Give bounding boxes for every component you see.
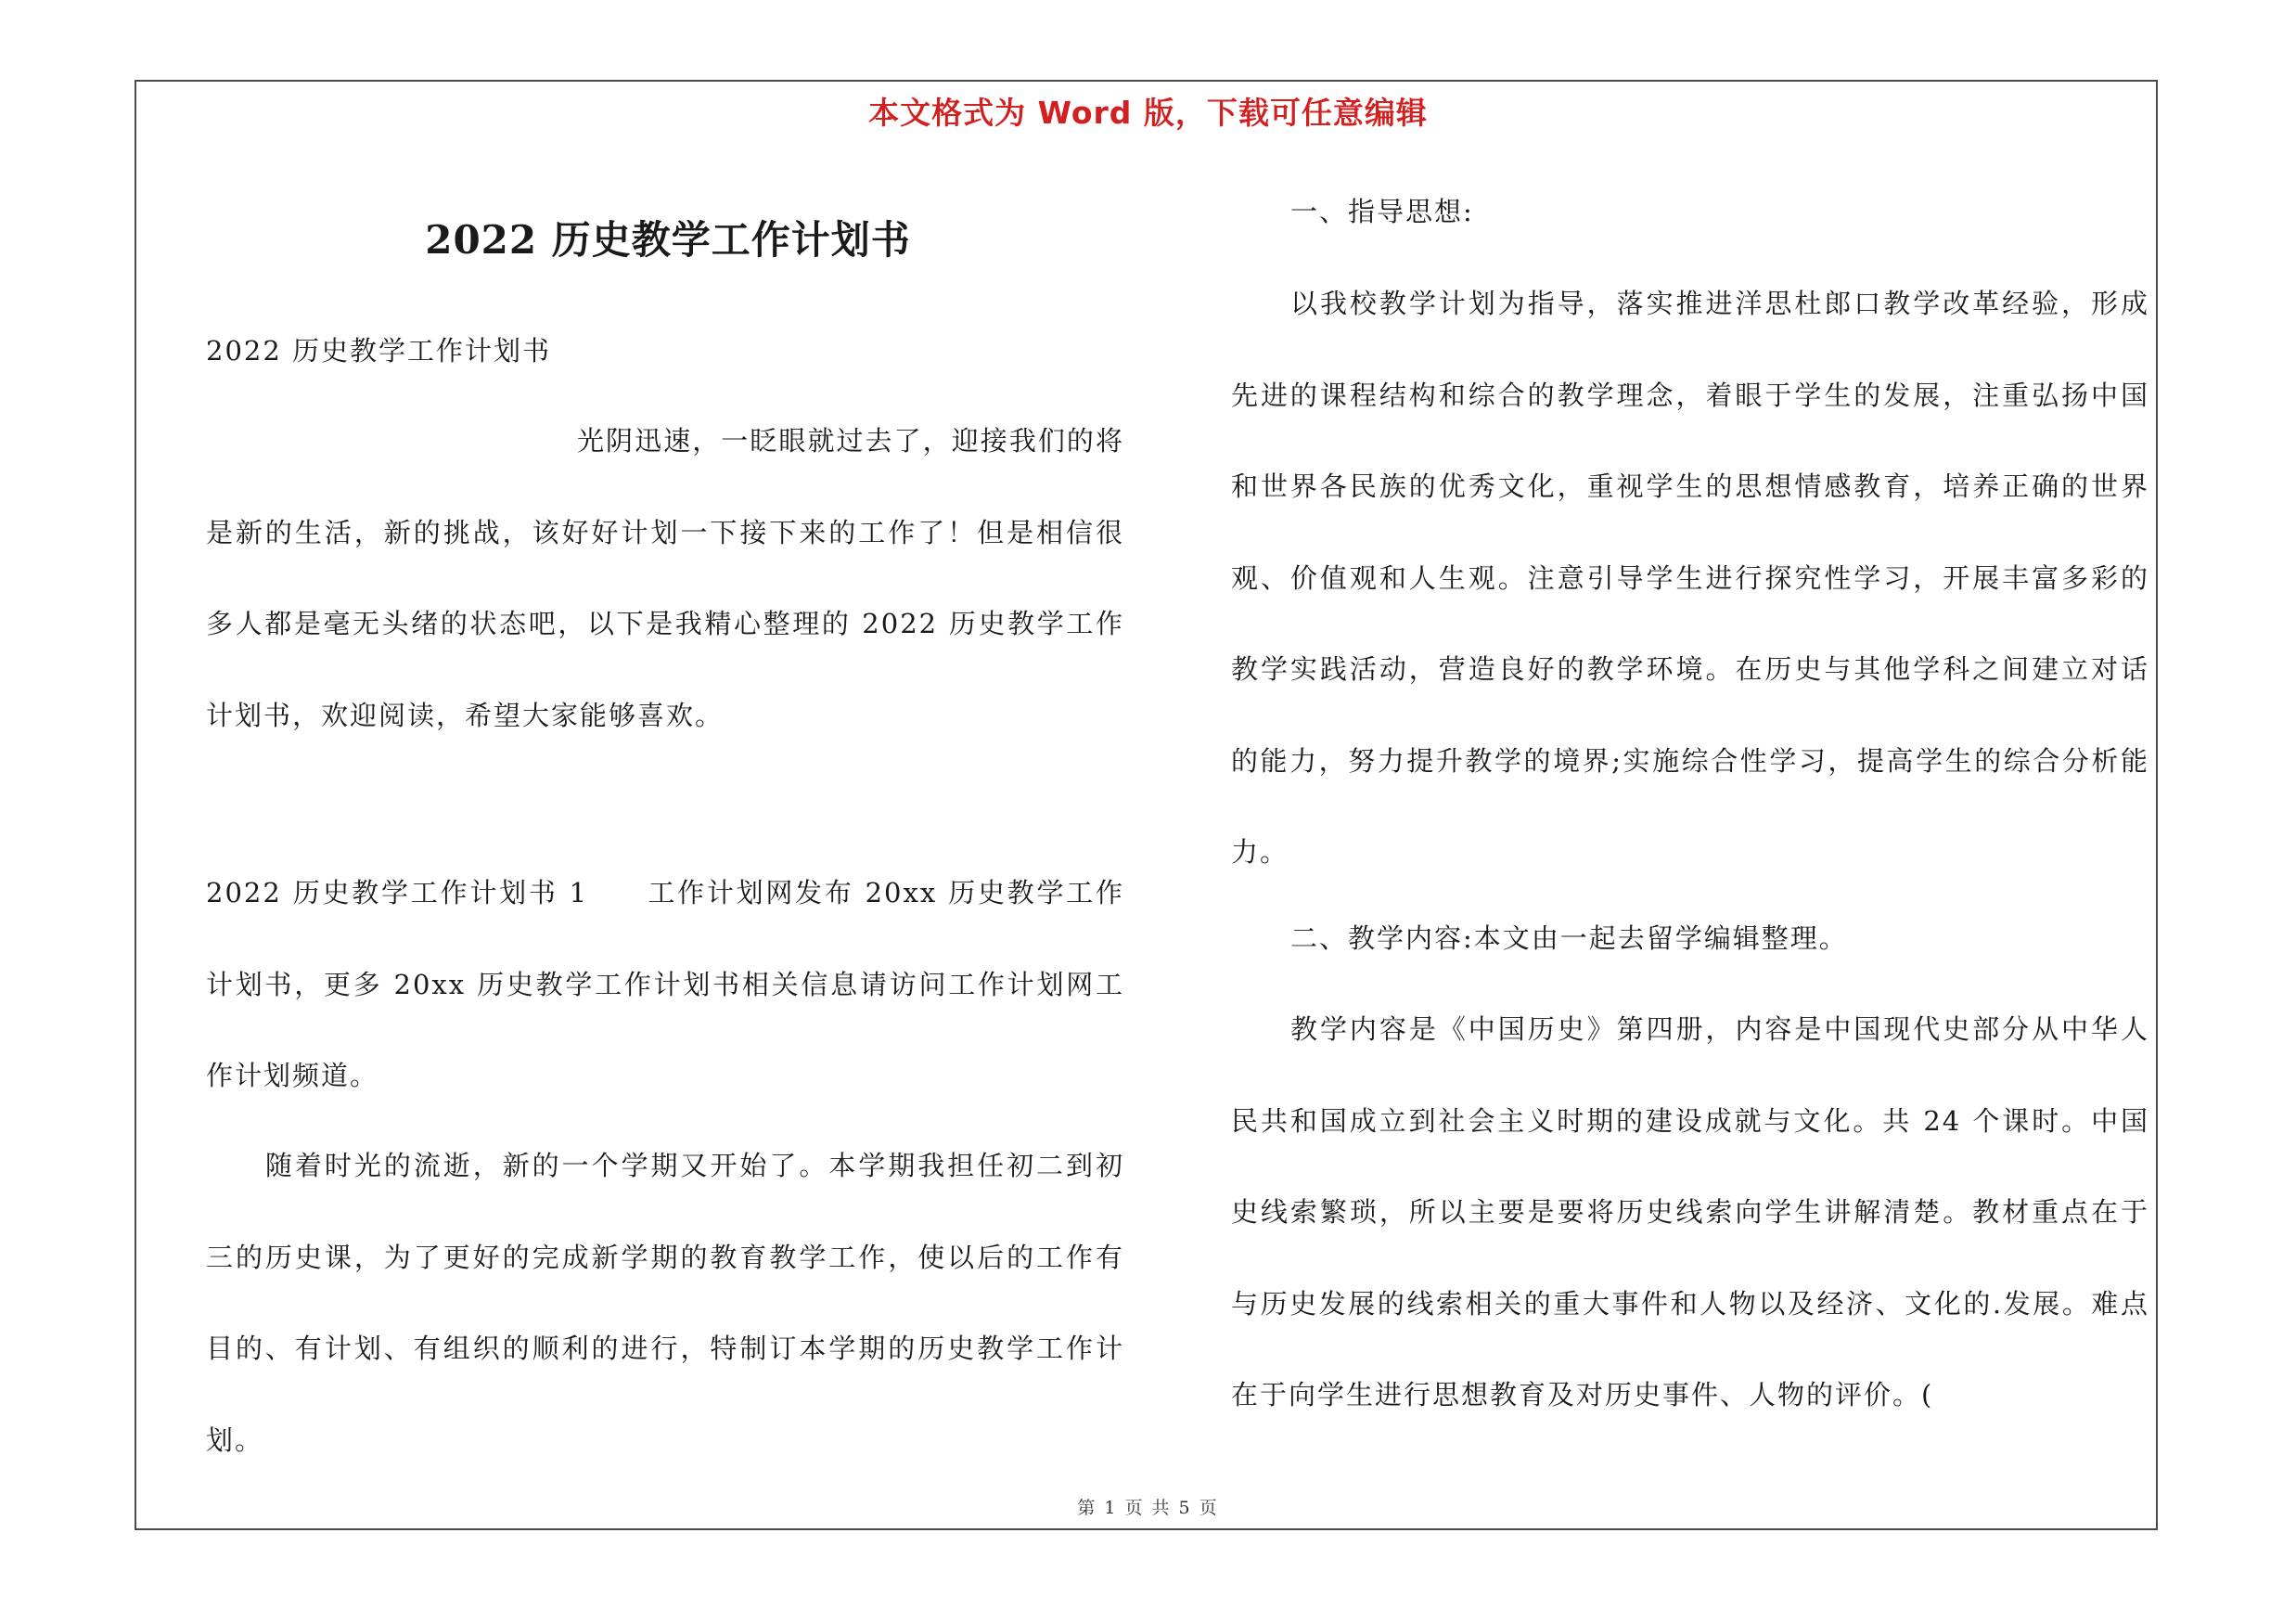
- intro-paragraph: 光阴迅速，一眨眼就过去了，迎接我们的将是新的生活，新的挑战，该好好计划一下接下来的工作了！但是相信很多人都是毫无头绪的状态吧，以下是我精心整理的 2022 历史教学工作计划书，欢迎阅读，希望大家能够喜欢。: [206, 425, 1124, 731]
- heading-guiding-ideology: 一、指导思想:: [1290, 196, 1474, 227]
- heading-teaching-content: 二、教学内容:本文由一起去留学编辑整理。: [1290, 922, 1848, 954]
- guiding-ideology-paragraph: 以我校教学计划为指导，落实推进洋思杜郎口教学改革经验，形成先进的课程结构和综合的教学理念，着眼于学生的发展，注重弘扬中国和世界各民族的优秀文化，重视学生的思想情感教育，培养正确的世界观、价值观和人生观。注意引导学生进行探究性学习，开展丰富多彩的教学实践活动，营造良好的教学环境。在历史与其他学科之间建立对话的能力，努力提升教学的境界;实施综合性学习，提高学生的综合分析能力。: [1231, 288, 2149, 868]
- format-banner: 本文格式为 Word 版，下载可任意编辑: [868, 95, 1428, 131]
- section-1-paragraph: 2022 历史教学工作计划书 1 工作计划网发布 20xx 历史教学工作计划书，更多 20xx 历史教学工作计划书相关信息请访问工作计划网工作计划频道。: [206, 877, 1124, 1091]
- teaching-content-paragraph: 教学内容是《中国历史》第四册，内容是中国现代史部分从中华人民共和国成立到社会主义时期的建设成就与文化。共 24 个课时。中国史线索繁琐，所以主要是要将历史线索向学生讲解清楚。教材重点在于与历史发展的线索相关的重大事件和人物以及经济、文化的.发展。难点在于向学生进行思想教育及对历史事件、人物的评价。(: [1231, 1013, 2149, 1410]
- semester-paragraph: 随着时光的流逝，新的一个学期又开始了。本学期我担任初二到初三的历史课，为了更好的完成新学期的教育教学工作，使以后的工作有目的、有计划、有组织的顺利的进行，特制订本学期的历史教学工作计划。: [206, 1150, 1124, 1456]
- left-subtitle: 2022 历史教学工作计划书: [206, 335, 552, 367]
- document-title: 2022 历史教学工作计划书: [425, 217, 911, 263]
- page-number-footer: 第 1 页 共 5 页: [1077, 1498, 1219, 1518]
